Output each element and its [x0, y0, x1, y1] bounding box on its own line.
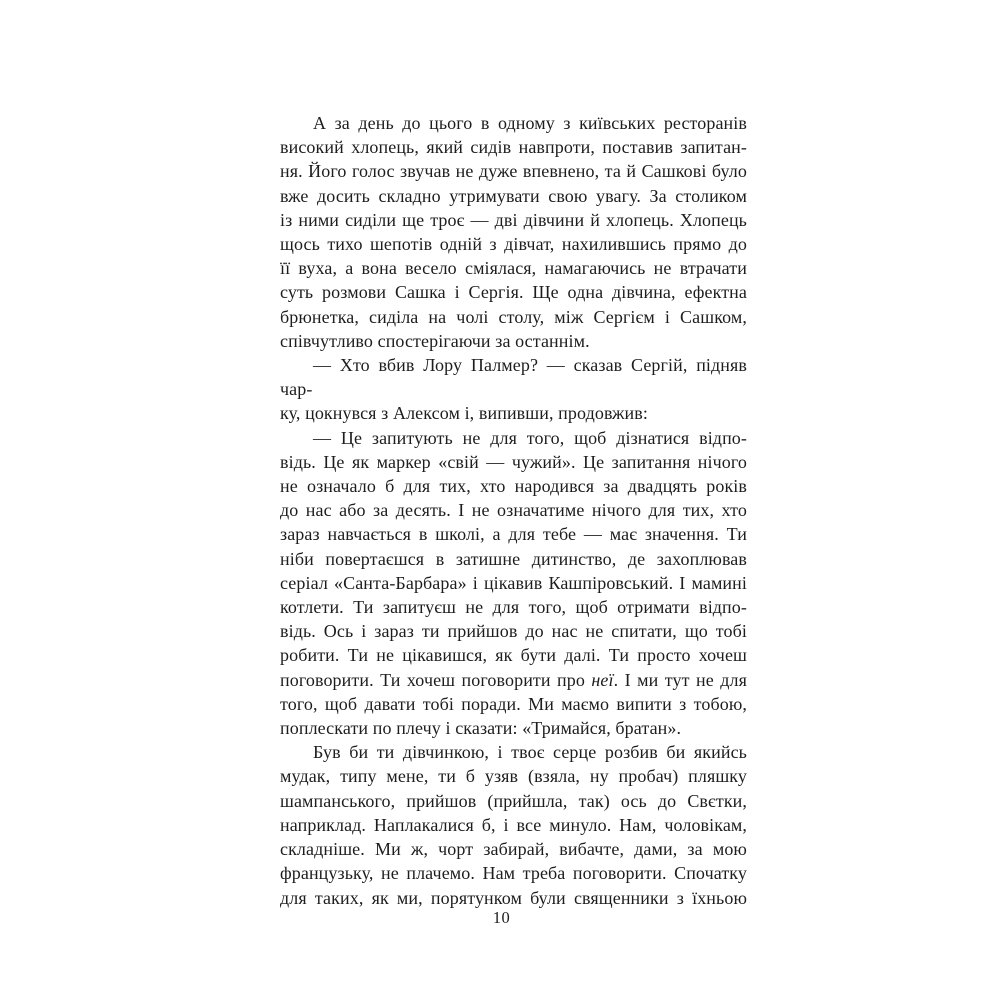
text-line: — Це запитують не для того, щоб дізнатися відпо- — [313, 427, 747, 448]
paragraph — [280, 426, 747, 741]
italic-text: неї — [591, 669, 614, 690]
text-line: мудак, типу мене, ти б узяв (взяла, ну пробач) пляшку — [280, 766, 747, 787]
text-line: із ними сиділи ще троє — дві дівчини й хлопець. Хлопець — [280, 209, 747, 230]
text-line: котлети. Ти запитуєш не для того, щоб отримати відпо- — [280, 597, 747, 618]
text-line: робити. Ти не цікавишся, як бути далі. Ти просто хочеш — [280, 645, 747, 666]
page-footer — [268, 908, 735, 928]
text-line: — Хто вбив Лору Палмер? — сказав Сергій, підняв чар- — [280, 355, 747, 400]
text-line: суть розмови Сашка і Сергія. Ще одна дівчина, ефектна — [280, 282, 747, 303]
page-number: 10 — [492, 908, 511, 927]
text-line: складніше. Ми ж, чорт забирай, вибачте, дами, за мою — [280, 839, 747, 860]
text-line: брюнетка, сиділа на чолі столу, між Сергієм і Сашком, — [280, 306, 747, 327]
text-line: поплескати по плечу і сказати: «Тримайся, братан». — [280, 718, 682, 739]
paragraph — [280, 111, 747, 353]
text-line: відь. Ось і зараз ти прийшов до нас не спитати, що тобі — [280, 621, 747, 642]
text-line: ня. Його голос звучав не дуже впевнено, та й Сашкові було — [280, 161, 747, 182]
text-line: А за день до цього в одному з київських ресторанів — [313, 113, 747, 133]
text-line: відь. Це як маркер «свій — чужий». Це запитання нічого — [280, 451, 747, 472]
paragraph — [280, 740, 747, 909]
text-line: її вуха, а вона весело сміялася, намагаючись не втрачати — [280, 258, 747, 279]
text-line: наприклад. Наплакалися б, і все минуло. Нам, чоловікам, — [280, 814, 747, 835]
text-line: того, щоб давати тобі поради. Ми маємо випити з тобою, — [280, 693, 747, 714]
text-line — [280, 668, 747, 692]
text-line: французьку, не плачемо. Нам треба поговорити. Спочатку — [280, 863, 747, 884]
text-line: співчутливо спостерігаючи за останнім. — [280, 330, 590, 351]
paragraph — [280, 353, 747, 426]
text-line: для таких, як ми, порятунком були священники з їхньою — [280, 887, 747, 908]
text-line: серіал «Санта-Барбара» і цікавив Кашпіровський. І мамині — [280, 572, 747, 593]
text-block — [280, 111, 747, 910]
text-line: високий хлопець, який сидів навпроти, поставив запитан- — [280, 137, 747, 158]
text-line: щось тихо шепотів одній з дівчат, нахилившись прямо до — [280, 234, 747, 255]
text-line: ку, цокнувся з Алексом і, випивши, продовжив: — [280, 403, 648, 424]
text-line: Був би ти дівчинкою, і твоє серце розбив би якийсь — [313, 742, 747, 763]
text-line: зараз навчається в школі, а для тебе — має значення. Ти — [280, 524, 747, 545]
text-line: не означало б для тих, хто народився за двадцять років — [280, 476, 747, 497]
text-line: шампанського, прийшов (прийшла, так) ось до Свєтки, — [280, 790, 747, 811]
text-line: ніби повертаєшся в затишне дитинство, де захоплював — [280, 548, 747, 569]
text-segment: поговорити. Ти хочеш поговорити про — [280, 669, 592, 690]
text-line: до нас або за десять. І не означатиме нічого для тих, хто — [280, 500, 747, 521]
text-segment: . І ми тут не для — [613, 669, 747, 690]
text-line: вже досить складно утримувати свою увагу. За столиком — [280, 185, 747, 206]
